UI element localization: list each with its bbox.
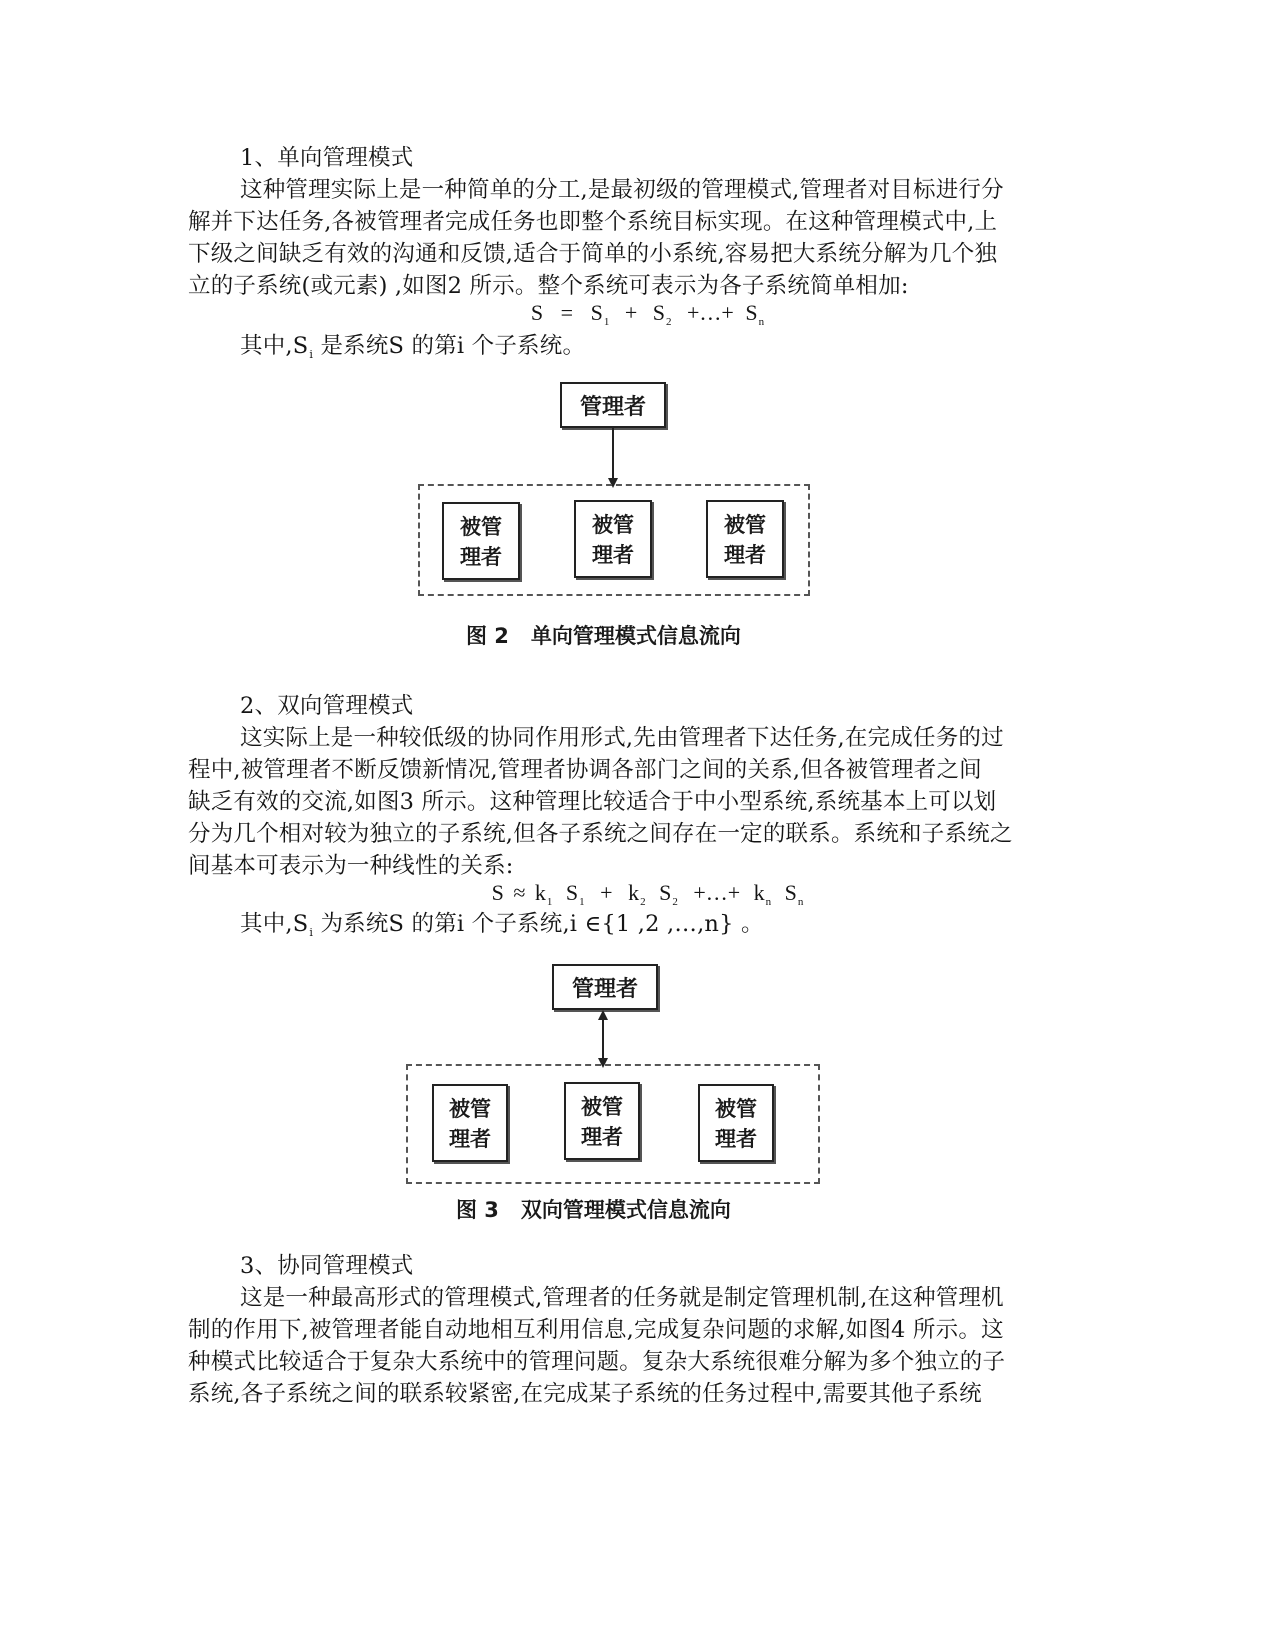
formula-operator: +: [600, 880, 613, 905]
formula-term: S: [590, 300, 603, 325]
note-suffix: 是系统S 的第i 个子系统。: [313, 333, 586, 359]
formula-term: k: [534, 880, 546, 905]
section1-paragraph-line: 这种管理实际上是一种简单的分工,是最初级的管理模式,管理者对目标进行分: [240, 177, 1004, 203]
section3-paragraph-line: 系统,各子系统之间的联系较紧密,在完成某子系统的任务过程中,需要其他子系统: [188, 1381, 982, 1407]
arrow-line: [612, 426, 614, 480]
formula-term: S: [745, 300, 758, 325]
section1-paragraph-line: 立的子系统(或元素) ,如图2 所示。整个系统可表示为各子系统简单相加:: [188, 273, 909, 299]
formula-term: S: [659, 880, 672, 905]
formula-subscript: 1: [579, 896, 585, 908]
note-prefix: 其中,S: [240, 911, 309, 937]
section1-note: [240, 330, 1140, 366]
formula-operator: =: [560, 300, 574, 325]
managed-box: 被管 理者: [574, 500, 652, 578]
formula-subscript: n: [765, 896, 772, 908]
managed-box: 被管 理者: [706, 500, 784, 578]
formula-operator: ≈: [513, 880, 526, 905]
formula-subscript: 2: [666, 316, 672, 328]
managed-box: 被管 理者: [564, 1082, 640, 1160]
note-suffix: 为系统S 的第i 个子系统,i ∈{1 ,2 ,…,n} 。: [313, 911, 764, 937]
formula-subscript: n: [797, 896, 804, 908]
managed-box: 被管 理者: [442, 502, 520, 580]
managed-box: 被管 理者: [432, 1084, 508, 1162]
managed-box: 被管 理者: [698, 1084, 774, 1162]
section2-paragraph-line: 分为几个相对较为独立的子系统,但各子系统之间存在一定的联系。系统和子系统之: [188, 821, 1013, 847]
formula-term: S: [491, 880, 504, 905]
formula-operator: +: [624, 300, 638, 325]
note-subscript: i: [309, 926, 314, 939]
figure3-caption: 图 3 双向管理模式信息流向: [456, 1198, 731, 1222]
formula-term: S: [652, 300, 665, 325]
formula-term: S: [784, 880, 797, 905]
section2-heading: 2、双向管理模式: [240, 693, 414, 719]
note-subscript: i: [309, 348, 314, 361]
arrow-line: [602, 1018, 604, 1058]
section2-paragraph-line: 程中,被管理者不断反馈新情况,管理者协调各部门之间的关系,但各被管理者之间: [188, 757, 982, 783]
formula-subscript: n: [758, 316, 765, 328]
formula-term: S: [565, 880, 579, 905]
formula-term: k: [753, 880, 765, 905]
note-prefix: 其中,S: [240, 333, 309, 359]
formula-term: S: [530, 300, 544, 325]
formula-linear: [0, 878, 1275, 912]
figure2-caption: 图 2 单向管理模式信息流向: [466, 624, 741, 648]
formula-operator: +…+: [687, 300, 734, 325]
formula-sum: [0, 298, 1275, 332]
formula-subscript: 1: [603, 316, 610, 328]
section2-paragraph-line: 这实际上是一种较低级的协同作用形式,先由管理者下达任务,在完成任务的过: [240, 725, 1004, 751]
section3-paragraph-line: 制的作用下,被管理者能自动地相互利用信息,完成复杂问题的求解,如图4 所示。这: [188, 1317, 1004, 1343]
formula-subscript: 2: [640, 896, 646, 908]
section1-paragraph-line: 下级之间缺乏有效的沟通和反馈,适合于简单的小系统,容易把大系统分解为几个独: [188, 241, 998, 267]
section2-paragraph-line: 间基本可表示为一种线性的关系:: [188, 853, 514, 879]
formula-term: k: [628, 880, 640, 905]
formula-operator: +…+: [693, 880, 741, 905]
manager-box: 管理者: [560, 382, 666, 428]
section3-heading: 3、协同管理模式: [240, 1253, 414, 1279]
section3-paragraph-line: 种模式比较适合于复杂大系统中的管理问题。复杂大系统很难分解为多个独立的子: [188, 1349, 1006, 1375]
section1-paragraph-line: 解并下达任务,各被管理者完成任务也即整个系统目标实现。在这种管理模式中,上: [188, 209, 998, 235]
section2-note: [240, 908, 1140, 944]
formula-subscript: 1: [546, 896, 553, 908]
formula-subscript: 2: [672, 896, 678, 908]
section1-heading: 1、单向管理模式: [240, 145, 414, 171]
manager-box: 管理者: [552, 964, 658, 1010]
section3-paragraph-line: 这是一种最高形式的管理模式,管理者的任务就是制定管理机制,在这种管理机: [240, 1285, 1004, 1311]
section2-paragraph-line: 缺乏有效的交流,如图3 所示。这种管理比较适合于中小型系统,系统基本上可以划: [188, 789, 997, 815]
